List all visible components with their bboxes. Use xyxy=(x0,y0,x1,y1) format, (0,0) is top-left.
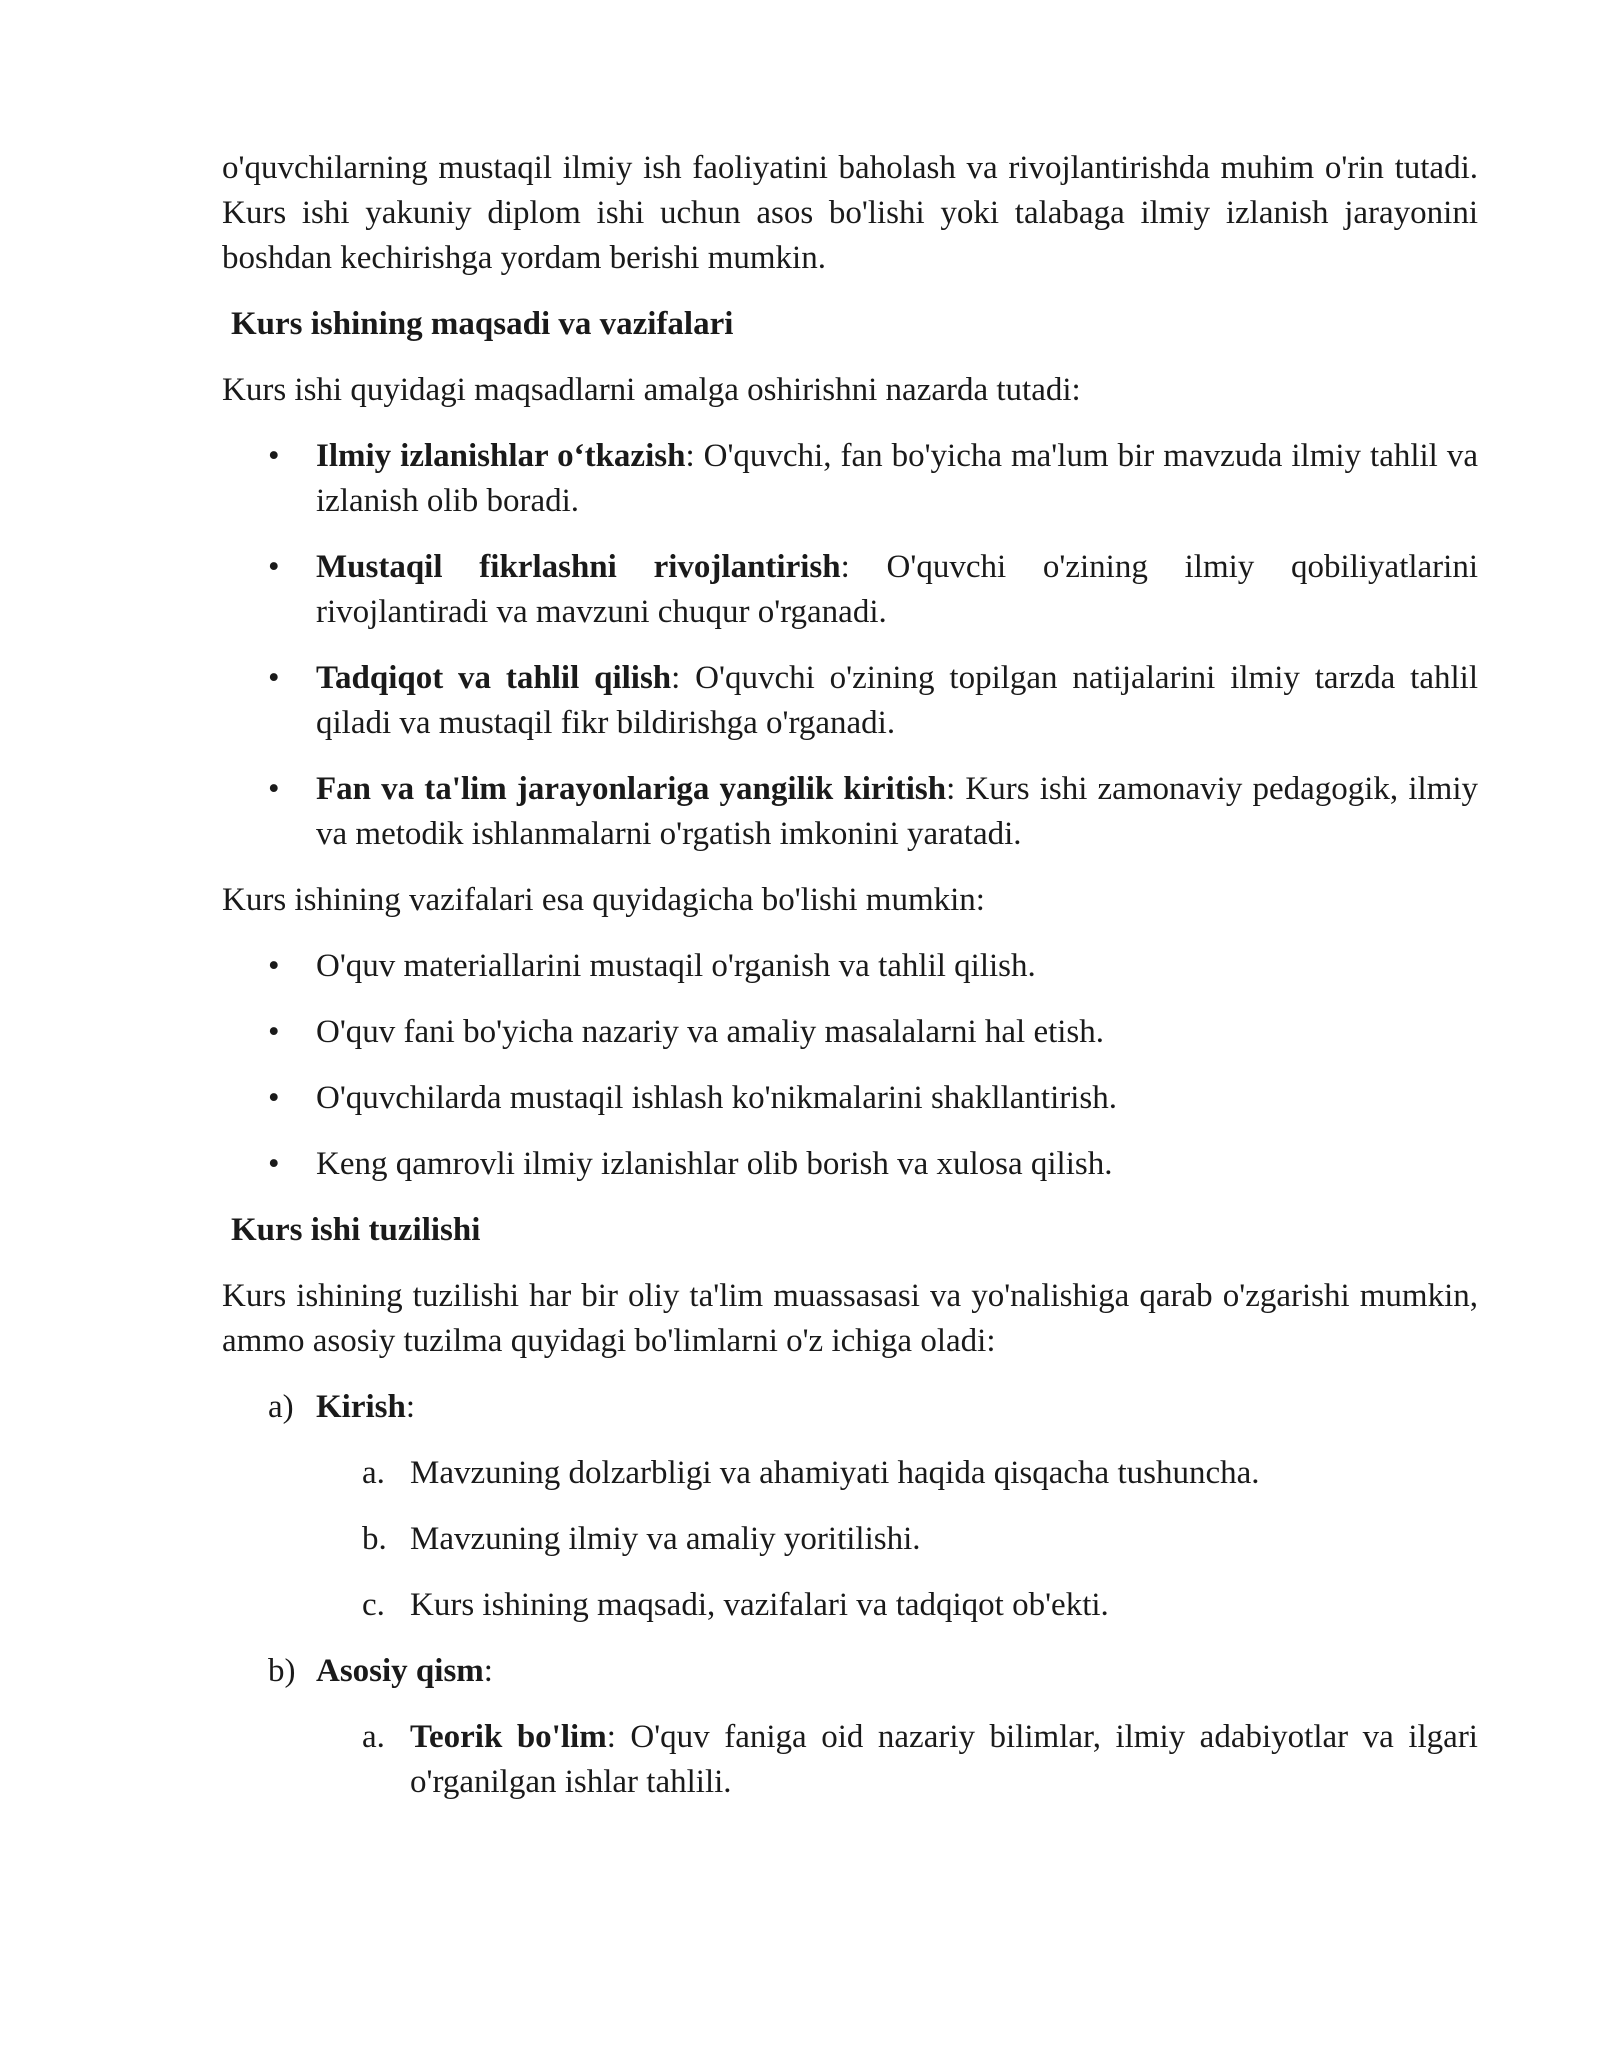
bullet-marker: • xyxy=(268,438,280,474)
goal-term: Mustaqil fikrlashni rivojlantirish xyxy=(316,549,841,585)
task-text: Keng qamrovli ilmiy izlanishlar olib borish va xulosa qilish. xyxy=(316,1146,1113,1182)
goal-term: Fan va ta'lim jarayonlariga yangilik kiritish xyxy=(316,771,947,807)
goals-lead-paragraph: Kurs ishi quyidagi maqsadlarni amalga oshirishni nazarda tutadi: xyxy=(222,372,1081,408)
bullet-marker: • xyxy=(268,1146,280,1182)
bullet-marker: • xyxy=(268,1080,280,1116)
structure-parts-list xyxy=(222,1385,1478,1805)
list-item xyxy=(222,1451,1478,1496)
part-term: Kirish xyxy=(316,1389,406,1425)
list-item xyxy=(222,1583,1478,1628)
list-item xyxy=(222,944,1478,989)
list-item xyxy=(222,434,1478,524)
task-text: O'quv materiallarini mustaqil o'rganish va tahlil qilish. xyxy=(316,948,1036,984)
list-item xyxy=(222,1010,1478,1055)
document-page xyxy=(222,146,1478,1826)
intro-subitems-list xyxy=(316,1451,1478,1628)
subitem-text: Mavzuning dolzarbligi va ahamiyati haqida qisqacha tushuncha. xyxy=(410,1455,1260,1491)
tasks-list xyxy=(222,944,1478,1187)
bullet-marker: • xyxy=(268,660,280,696)
list-item xyxy=(222,1517,1478,1562)
section-heading-goals: Kurs ishining maqsadi va vazifalari xyxy=(231,306,734,342)
goals-list xyxy=(222,434,1478,857)
bullet-marker: • xyxy=(268,771,280,807)
list-item xyxy=(222,545,1478,635)
subitem-term: Teorik bo'lim xyxy=(410,1719,607,1755)
subitem-text: Kurs ishining maqsadi, vazifalari va tadqiqot ob'ekti. xyxy=(410,1587,1109,1623)
subitem-marker: a. xyxy=(362,1719,385,1755)
task-text: O'quv fani bo'yicha nazariy va amaliy masalalarni hal etish. xyxy=(316,1014,1105,1050)
subitem-marker: c. xyxy=(362,1587,385,1623)
structure-part-intro xyxy=(222,1385,1478,1628)
part-term: Asosiy qism xyxy=(316,1653,484,1689)
task-text: O'quvchilarda mustaqil ishlash ko'nikmalarini shakllantirish. xyxy=(316,1080,1118,1116)
subitem-marker: a. xyxy=(362,1455,385,1491)
part-suffix: : xyxy=(405,1389,416,1425)
bullet-marker: • xyxy=(268,948,280,984)
structure-lead-paragraph: Kurs ishining tuzilishi har bir oliy ta'lim muassasasi va yo'nalishiga qarab o'zgarishi mumkin, ammo asosiy tuzilma quyidagi bo'limlarni o'z ichiga oladi: xyxy=(222,1278,1478,1359)
list-item xyxy=(222,1076,1478,1121)
list-item xyxy=(222,656,1478,746)
goal-text: : O'quvchi, fan bo'yicha ma'lum bir mavzuda ilmiy tahlil va izlanish olib boradi. xyxy=(316,438,1478,519)
goal-term: Tadqiqot va tahlil qilish xyxy=(316,660,672,696)
subitem-text: : O'quv faniga oid nazariy bilimlar, ilmiy adabiyotlar va ilgari o'rganilgan ishlar tahlili. xyxy=(410,1719,1478,1800)
goal-text: : O'quvchi o'zining topilgan natijalarini ilmiy tarzda tahlil qiladi va mustaqil fikr bildirishga o'rganadi. xyxy=(316,660,1478,741)
main-subitems-list xyxy=(316,1715,1478,1805)
intro-paragraph: o'quvchilarning mustaqil ilmiy ish faoliyatini baholash va rivojlantirishda muhim o'rin tutadi. Kurs ishi yakuniy diplom ishi uchun asos bo'lishi yoki talabaga ilmiy izlanish jarayonini boshdan kechirishga yordam berishi mumkin. xyxy=(222,150,1478,276)
structure-part-main xyxy=(222,1649,1478,1805)
list-item xyxy=(222,1142,1478,1187)
subitem-marker: b. xyxy=(362,1521,387,1557)
part-marker: a) xyxy=(268,1389,294,1425)
goal-term: Ilmiy izlanishlar o‘tkazish xyxy=(316,438,686,474)
part-marker: b) xyxy=(268,1653,296,1689)
subitem-text: Mavzuning ilmiy va amaliy yoritilishi. xyxy=(410,1521,921,1557)
goal-text: : O'quvchi o'zining ilmiy qobiliyatlarini rivojlantiradi va mavzuni chuqur o'rganadi. xyxy=(316,549,1479,630)
tasks-lead-paragraph: Kurs ishining vazifalari esa quyidagicha bo'lishi mumkin: xyxy=(222,882,985,918)
list-item xyxy=(222,767,1478,857)
part-suffix: : xyxy=(483,1653,493,1689)
section-heading-structure: Kurs ishi tuzilishi xyxy=(231,1212,481,1248)
bullet-marker: • xyxy=(268,549,280,585)
bullet-marker: • xyxy=(268,1014,280,1050)
goal-text: : Kurs ishi zamonaviy pedagogik, ilmiy va metodik ishlanmalarni o'rgatish imkonini yaratadi. xyxy=(316,771,1478,852)
list-item xyxy=(222,1715,1478,1805)
